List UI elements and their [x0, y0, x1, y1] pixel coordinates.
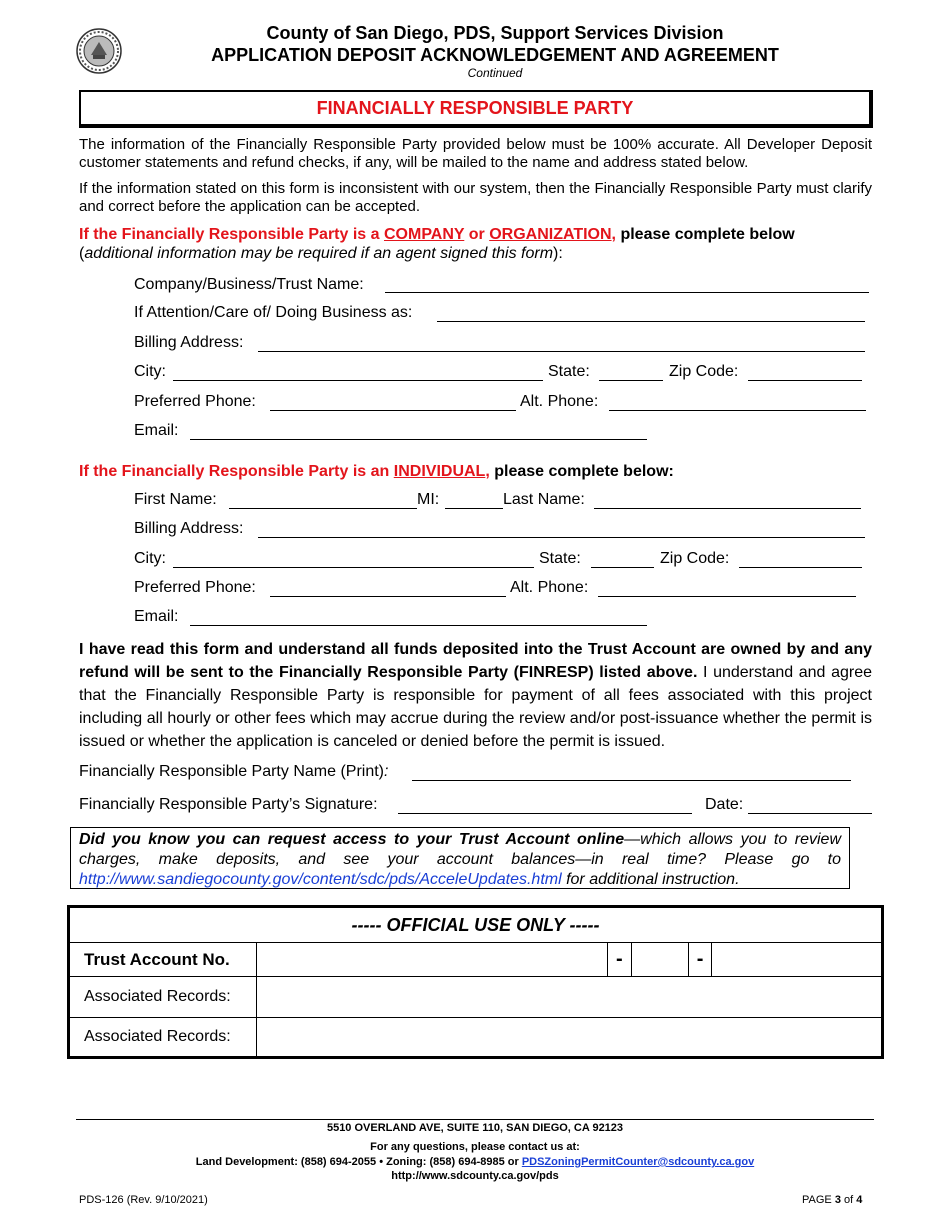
individual-word: INDIVIDUAL — [393, 463, 486, 480]
header-form-title: APPLICATION DEPOSIT ACKNOWLEDGEMENT AND AGREEMENT — [211, 45, 779, 65]
agreement-paragraph — [79, 638, 872, 753]
associated-records-field-2[interactable] — [257, 1018, 883, 1058]
company-alt-phone-field[interactable] — [609, 410, 866, 411]
company-phone-label: Preferred Phone: — [134, 393, 256, 410]
company-zip-field[interactable] — [748, 380, 862, 381]
company-name-field[interactable] — [385, 292, 869, 293]
company-phone-field[interactable] — [270, 410, 516, 411]
trust-account-part3[interactable] — [712, 943, 883, 977]
trust-account-dash-1: - — [608, 943, 632, 977]
county-seal-icon — [76, 28, 122, 74]
print-name-field[interactable] — [412, 780, 851, 781]
last-name-field[interactable] — [594, 508, 861, 509]
trust-account-label: Trust Account No. — [69, 943, 257, 977]
header-agency: County of San Diego, PDS, Support Services Division — [266, 23, 724, 43]
footer-questions: For any questions, please contact us at: — [370, 1141, 580, 1153]
company-state-field[interactable] — [599, 380, 663, 381]
agreement-bold: I have read this form and understand all funds deposited into the Trust Account are owned by and any refund will be sent to the Financially Responsible Party (FINRESP) listed above. — [79, 641, 872, 681]
individual-state-field[interactable] — [591, 567, 654, 568]
individual-alt-phone-field[interactable] — [598, 596, 856, 597]
first-name-label: First Name: — [134, 491, 217, 508]
attention-field[interactable] — [437, 321, 865, 322]
company-city-label: City: — [134, 363, 166, 380]
trust-account-dash-2: - — [688, 943, 712, 977]
individual-billing-field[interactable] — [258, 537, 865, 538]
company-note: (additional information may be required if an agent signed this form): — [79, 245, 563, 262]
company-word: COMPANY — [383, 226, 465, 243]
company-email-label: Email: — [134, 422, 179, 439]
agreement-text: I understand and agree that the Financially Responsible Party is responsible for payment of all fees associated with this project including all hourly or other fees which may accrue during the review and/or post-issuance whether the permit is issued or whether the application is canceled or denied before the permit is issued. — [79, 664, 873, 750]
page-number: PAGE 3 of 4 — [802, 1194, 863, 1206]
individual-phone-field[interactable] — [270, 596, 506, 597]
signature-label: Financially Responsible Party’s Signature: — [79, 796, 378, 813]
individual-zip-label: Zip Code: — [660, 550, 730, 567]
associated-records-label-1: Associated Records: — [69, 977, 257, 1018]
associated-records-label-2: Associated Records: — [69, 1018, 257, 1058]
section-title-box — [79, 90, 873, 128]
zoning-email-link[interactable]: PDSZoningPermitCounter@sdcounty.ca.gov — [521, 1156, 755, 1168]
signature-field[interactable] — [398, 813, 692, 814]
mi-field[interactable] — [445, 508, 503, 509]
mi-label: MI: — [417, 491, 440, 508]
individual-state-label: State: — [539, 550, 581, 567]
individual-zip-field[interactable] — [739, 567, 862, 568]
attention-label: If Attention/Care of/ Doing Business as: — [134, 304, 413, 321]
date-field[interactable] — [748, 813, 872, 814]
first-name-field[interactable] — [229, 508, 417, 509]
individual-city-label: City: — [134, 550, 166, 567]
official-use-table — [67, 905, 884, 1059]
associated-records-field-1[interactable] — [257, 977, 883, 1018]
intro-paragraph-1: The information of the Financially Responsible Party provided below must be 100% accurate. All Developer Deposit customer statements and refund checks, if any, will be mailed to the name and address stated below. — [79, 136, 872, 171]
form-id: PDS-126 (Rev. 9/10/2021) — [79, 1194, 208, 1206]
individual-billing-label: Billing Address: — [134, 520, 244, 537]
company-name-label: Company/Business/Trust Name: — [134, 276, 364, 293]
company-city-field[interactable] — [173, 380, 543, 381]
header-continued: Continued — [467, 66, 523, 80]
notice-bold: Did you know you can request access to your Trust Account online — [79, 831, 625, 848]
organization-word: ORGANIZATION — [489, 226, 612, 243]
footer-address: 5510 OVERLAND AVE, SUITE 110, SAN DIEGO, CA 92123 — [326, 1122, 624, 1134]
company-billing-label: Billing Address: — [134, 334, 244, 351]
company-alt-phone-label: Alt. Phone: — [520, 393, 599, 410]
company-billing-field[interactable] — [258, 351, 865, 352]
footer-url: http://www.sdcounty.ca.gov/pds — [391, 1170, 559, 1182]
date-label: Date: — [705, 796, 744, 813]
trust-account-part1[interactable] — [257, 943, 608, 977]
trust-account-part2[interactable] — [631, 943, 688, 977]
last-name-label: Last Name: — [503, 491, 585, 508]
individual-alt-phone-label: Alt. Phone: — [510, 579, 589, 596]
company-email-field[interactable] — [190, 439, 647, 440]
individual-email-label: Email: — [134, 608, 179, 625]
company-zip-label: Zip Code: — [669, 363, 739, 380]
individual-heading: If the Financially Responsible Party is an INDIVIDUAL, please complete below: — [79, 463, 674, 480]
official-use-title: ----- OFFICIAL USE ONLY ----- — [69, 907, 883, 943]
footer-divider — [76, 1119, 874, 1120]
company-state-label: State: — [548, 363, 590, 380]
print-name-label: Financially Responsible Party Name (Print): — [79, 763, 389, 780]
individual-email-field[interactable] — [190, 625, 647, 626]
section-title: FINANCIALLY RESPONSIBLE PARTY — [316, 98, 634, 118]
accela-updates-link[interactable]: http://www.sandiegocounty.gov/content/sdc/pds/AcceleUpdates.html — [79, 871, 562, 888]
individual-city-field[interactable] — [173, 567, 534, 568]
intro-paragraph-2: If the information stated on this form is inconsistent with our system, then the Financially Responsible Party must clarify and correct before the application can be accepted. — [79, 180, 872, 215]
individual-phone-label: Preferred Phone: — [134, 579, 256, 596]
online-access-notice: Did you know you can request access to your Trust Account online—which allows you to review charges, make deposits, and see your account balances—in real time? Please go to http://www.sandiegocounty.gov/content/sdc/pds/AcceleUpdates.html for additional instruction. — [70, 827, 850, 889]
company-heading: If the Financially Responsible Party is a COMPANY or ORGANIZATION, please complete below — [79, 226, 795, 243]
footer-contact: Land Development: (858) 694-2055 • Zoning: (858) 694-8985 or PDSZoningPermitCounter@sdcounty.ca.gov — [195, 1156, 755, 1168]
